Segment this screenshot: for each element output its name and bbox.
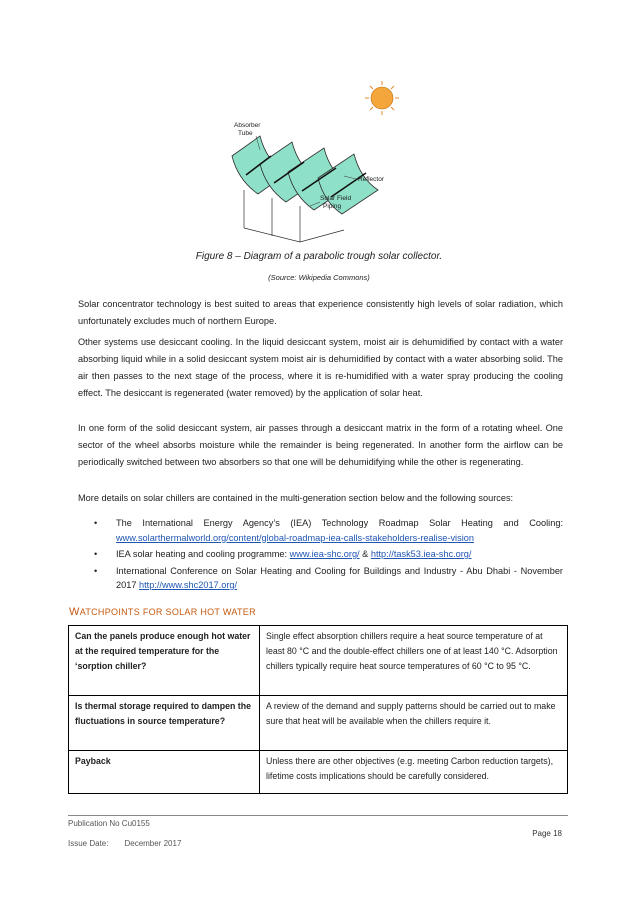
sources-list <box>78 516 563 595</box>
sun-icon <box>365 81 399 115</box>
figure-caption: Figure 8 – Diagram of a parabolic trough solar collector. <box>195 251 443 262</box>
table-row <box>69 626 568 696</box>
footer-issue-value: December 2017 <box>124 839 182 848</box>
list-item <box>78 516 563 545</box>
bullet-icon: • <box>94 549 98 559</box>
list-item <box>78 547 563 562</box>
link-shc2017[interactable]: http://www.shc2017.org/ <box>139 580 238 590</box>
table-row <box>69 696 568 751</box>
footer-page-number: Page 18 <box>532 829 562 838</box>
table-cell-answer: Unless there are other objectives (e.g. meeting Carbon reduction targets), lifetime costs implications should be carefully considered. <box>260 751 568 794</box>
paragraph-more-details: More details on solar chillers are contained in the multi-generation section below and the following sources: <box>78 493 514 503</box>
label-piping: Piping <box>323 203 342 210</box>
label-reflector: Reflector <box>358 176 385 183</box>
watchpoints-table <box>68 625 568 794</box>
bullet-icon: • <box>94 518 98 528</box>
footer-publication: Publication No Cu0155 <box>68 819 150 828</box>
section-heading-initial: W <box>69 606 80 618</box>
list-item-text: IEA solar heating and cooling programme: <box>116 549 290 559</box>
label-tube: Tube <box>238 130 253 137</box>
section-heading-rest: ATCHPOINTS FOR SOLAR HOT WATER <box>79 607 256 617</box>
link-iea-shc[interactable]: www.iea-shc.org/ <box>289 549 360 559</box>
list-item <box>78 564 563 593</box>
table-cell-answer: A review of the demand and supply patterns should be carried out to make sure that heat will be available when the chillers require it. <box>260 696 568 751</box>
trough-reflectors <box>232 136 378 242</box>
list-item-separator: & <box>359 549 371 559</box>
link-solarthermalworld[interactable]: www.solarthermalworld.org/content/global-roadmap-iea-calls-stakeholders-realise-vision <box>116 532 474 543</box>
paragraph-solid-desiccant: In one form of the solid desiccant system, air passes through a desiccant matrix in the form of a rotating wheel. One sector of the wheel absorbs moisture while the remainder is being regenerated. In another form the airflow can be periodically switched between two absorbers so that one will be dehumidifying while the other is regenerating. <box>78 423 563 467</box>
figure-source: (Source: Wikipedia Commons) <box>268 273 370 282</box>
paragraph-concentrator: Solar concentrator technology is best suited to areas that experience consistently high levels of solar radiation, which unfortunately excludes much of northern Europe. <box>78 299 563 326</box>
footer-issue-date <box>68 839 181 848</box>
table-cell-answer: Single effect absorption chillers require a heat source temperature of at least 80 °C and the double-effect chillers one of at least 140 °C. Adsorption chillers typically require heat source temperatures of 60 °C to 95 °C. <box>260 626 568 696</box>
section-heading <box>69 606 256 618</box>
table-cell-question: Can the panels produce enough hot water at the required temperature for the ‘sorption chiller? <box>69 626 260 696</box>
table-cell-question: Is thermal storage required to dampen the fluctuations in source temperature? <box>69 696 260 751</box>
label-absorber: Absorber <box>234 122 261 129</box>
list-item-text: International Conference on Solar Heating and Cooling for Buildings and Industry - Abu Dhabi - November 2017 <box>116 565 563 590</box>
paragraph-desiccant: Other systems use desiccant cooling. In the liquid desiccant system, moist air is dehumidified by contact with a water absorbing liquid while in a solid desiccant system moist air is dehumidified by contact with a water absorbing solid. The air then passes to the next stage of the process, where it is re-humidified with a water spray producing the cooling effect. The desiccant is regenerated (water removed) by the application of solar heat. <box>78 337 563 398</box>
footer-issue-label: Issue Date: <box>68 839 109 848</box>
table-cell-question: Payback <box>69 751 260 794</box>
footer-divider <box>68 815 568 816</box>
parabolic-trough-diagram <box>226 78 411 250</box>
table-row <box>69 751 568 794</box>
list-item-text: The International Energy Agency’s (IEA) Technology Roadmap Solar Heating and Cooling: <box>116 518 563 528</box>
link-task53[interactable]: http://task53.iea-shc.org/ <box>370 549 472 559</box>
label-solar-field: Solar Field <box>320 195 352 202</box>
bullet-icon: • <box>94 565 98 576</box>
